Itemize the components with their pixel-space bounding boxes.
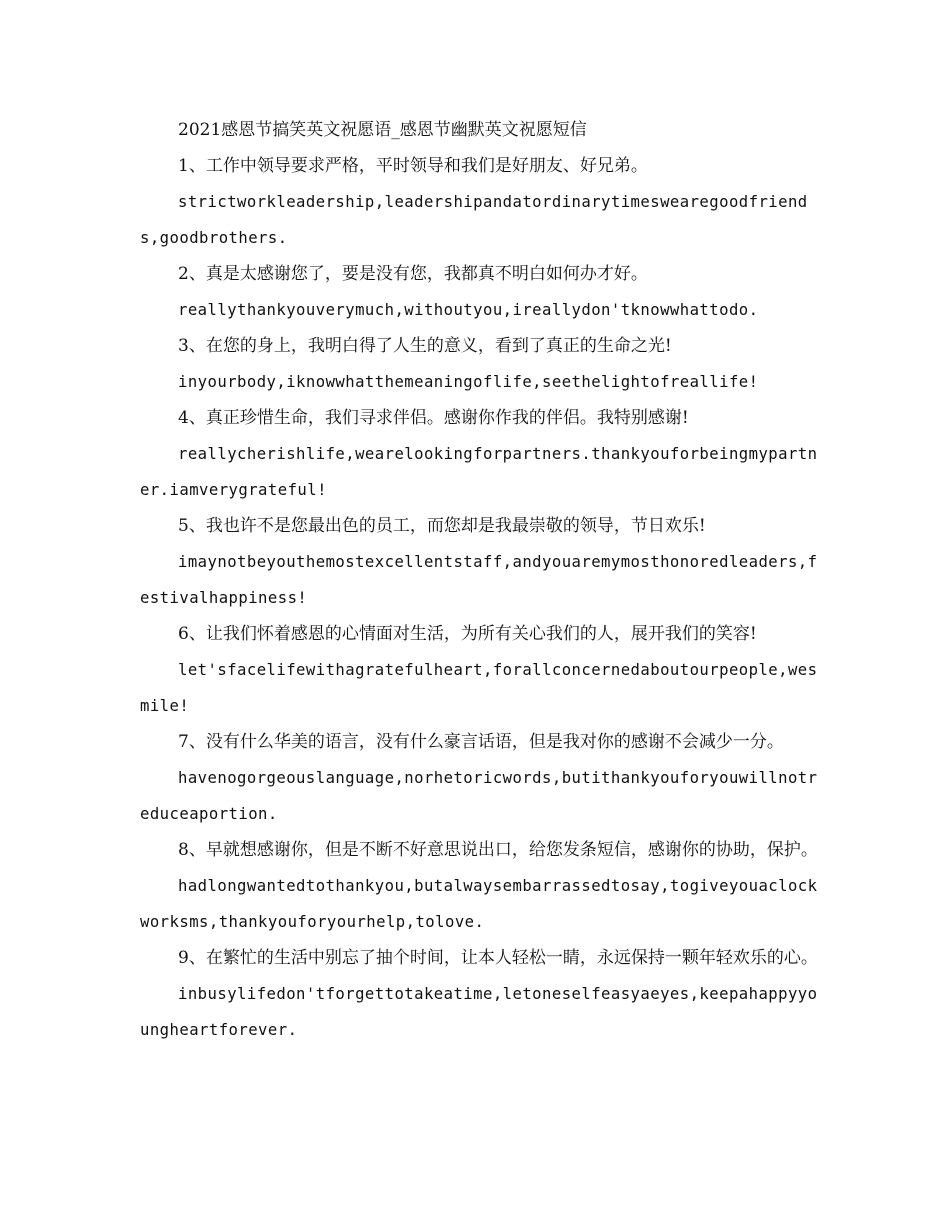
wish-item-3-chinese: 3、在您的身上，我明白得了人生的意义，看到了真正的生命之光! <box>178 336 672 356</box>
document-body <box>140 112 820 1048</box>
wish-item-3-english: inyourbody,iknowwhatthemeaningoflife,seethelightofreallife! <box>178 373 759 391</box>
wish-item-7-chinese: 7、没有什么华美的语言，没有什么豪言话语，但是我对你的感谢不会减少一分。 <box>178 732 784 752</box>
wish-item-4-chinese: 4、真正珍惜生命，我们寻求伴侣。感谢你作我的伴侣。我特别感谢! <box>178 408 689 428</box>
document-title: 2021感恩节搞笑英文祝愿语_感恩节幽默英文祝愿短信 <box>178 120 587 140</box>
wish-item-9-english: inbusylifedon'tforgettotakeatime,letoneselfeasyaeyes,keepahappyyoungheartforever. <box>140 985 818 1039</box>
wish-item-9-chinese: 9、在繁忙的生活中别忘了抽个时间，让本人轻松一睛，永远保持一颗年轻欢乐的心。 <box>178 948 818 968</box>
wish-item-1-chinese: 1、工作中领导要求严格，平时领导和我们是好朋友、好兄弟。 <box>178 156 648 176</box>
wish-item-5-chinese: 5、我也许不是您最出色的员工，而您却是我最崇敬的领导，节日欢乐! <box>178 516 706 536</box>
wish-item-6-chinese: 6、让我们怀着感恩的心情面对生活，为所有关心我们的人，展开我们的笑容! <box>178 624 757 644</box>
wish-item-4-english: reallycherishlife,wearelookingforpartners.thankyouforbeingmypartner.iamverygrateful! <box>140 445 818 499</box>
wish-item-2-english: reallythankyouverymuch,withoutyou,ireallydon'tknowwhattodo. <box>178 301 759 319</box>
wish-item-7-english: havenogorgeouslanguage,norhetoricwords,butithankyouforyouwillnotreduceaportion. <box>140 769 818 823</box>
wish-item-8-english: hadlongwantedtothankyou,butalwaysembarrassedtosay,togiveyouaclockworksms,thankyouforyourhelp,tolove. <box>140 877 818 931</box>
wish-item-6-english: let'sfacelifewithagratefulheart,forallconcernedaboutourpeople,wesmile! <box>140 661 818 715</box>
wish-item-1-english: strictworkleadership,leadershipandatordinarytimeswearegoodfriends,goodbrothers. <box>140 193 808 247</box>
wish-item-5-english: imaynotbeyouthemostexcellentstaff,andyouaremymosthonoredleaders,festivalhappiness! <box>140 553 818 607</box>
wish-item-8-chinese: 8、早就想感谢你，但是不断不好意思说出口，给您发条短信，感谢你的协助，保护。 <box>178 840 818 860</box>
wish-item-2-chinese: 2、真是太感谢您了，要是没有您，我都真不明白如何办才好。 <box>178 264 648 284</box>
